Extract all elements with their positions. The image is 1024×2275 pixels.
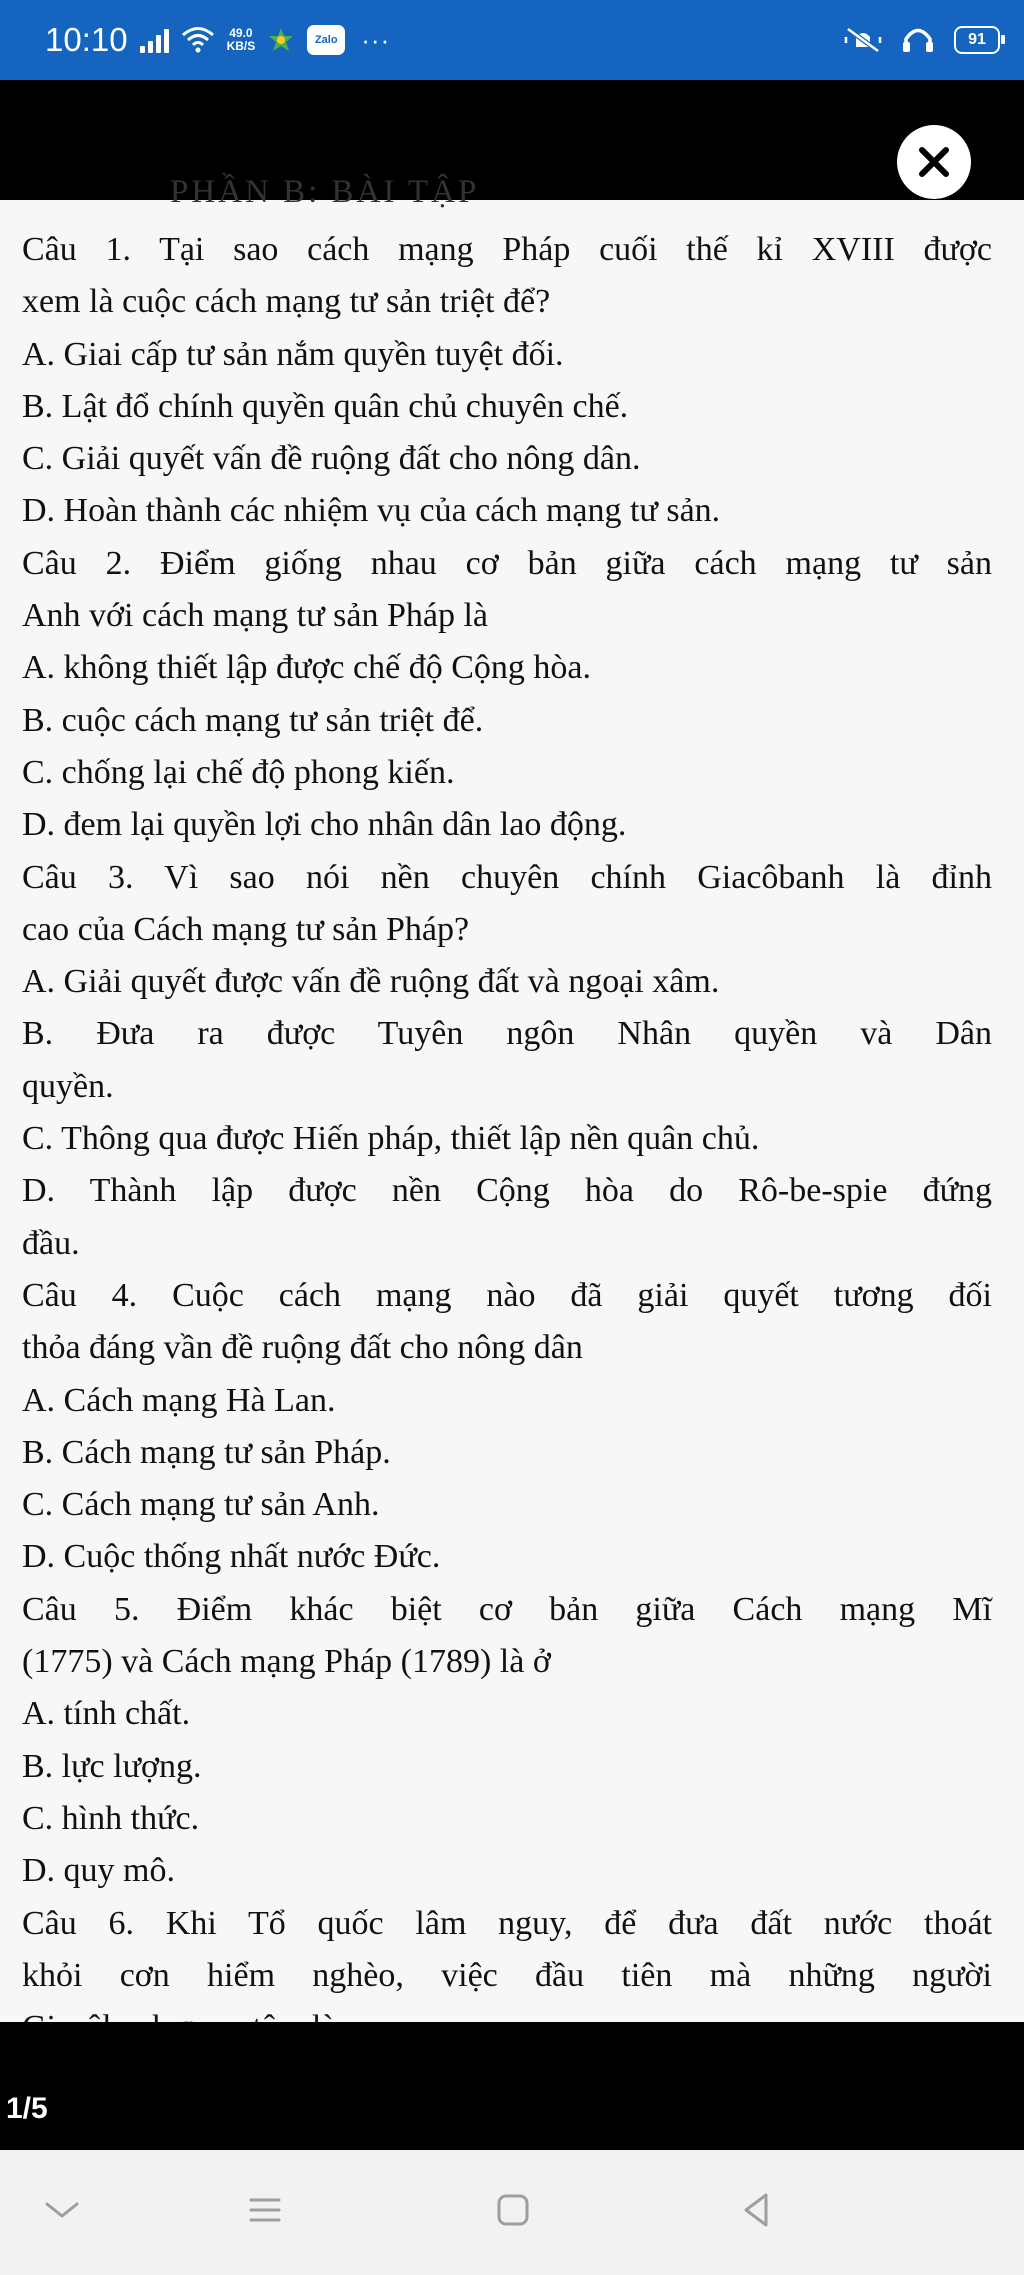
- doc-line: Anh với cách mạng tư sản Pháp là: [22, 597, 489, 635]
- status-bar: [0, 0, 1024, 80]
- back-icon: [738, 2190, 778, 2230]
- doc-line: C. Giải quyết vấn đề ruộng đất cho nông dân.: [22, 440, 641, 478]
- cut-heading: PHẦN B: BÀI TẬP: [170, 174, 480, 210]
- doc-line: khỏi cơn hiểm nghèo, việc đầu tiên mà những người: [22, 1956, 992, 1994]
- doc-line: xem là cuộc cách mạng tư sản triệt để?: [22, 283, 551, 321]
- network-speed: [227, 27, 256, 53]
- headphones-icon: [900, 24, 936, 56]
- doc-line: A. Giải quyết được vấn đề ruộng đất và ngoại xâm.: [22, 963, 720, 1001]
- doc-line: Câu 2. Điểm giống nhau cơ bản giữa cách mạng tư sản: [22, 544, 992, 582]
- home-icon: [493, 2190, 533, 2230]
- mute-icon: [844, 25, 882, 55]
- more-notifications-icon: ···: [361, 24, 391, 55]
- battery-icon: 91: [954, 26, 1000, 54]
- chevron-down-icon: [42, 2198, 82, 2222]
- status-right: [844, 0, 1000, 80]
- signal-icon: [140, 27, 169, 53]
- doc-line: D. quy mô.: [22, 1852, 175, 1890]
- doc-line: D. đem lại quyền lợi cho nhân dân lao động.: [22, 806, 627, 844]
- document-image: [0, 174, 1024, 2022]
- nav-home-button[interactable]: [488, 2185, 538, 2235]
- doc-line: D. Thành lập được nền Cộng hòa do Rô-be-spie đứng: [22, 1172, 992, 1210]
- document-text: [22, 224, 992, 2054]
- status-left: [45, 0, 390, 80]
- doc-line: cao của Cách mạng tư sản Pháp?: [22, 910, 470, 948]
- doc-line: D. Cuộc thống nhất nước Đức.: [22, 1538, 441, 1576]
- status-time: 10:10: [45, 21, 128, 58]
- doc-line: Câu 1. Tại sao cách mạng Pháp cuối thế kỉ XVIII được: [22, 231, 992, 268]
- doc-line: B. Đưa ra được Tuyên ngôn Nhân quyền và Dân: [22, 1015, 992, 1053]
- doc-line: thỏa đáng vần đề ruộng đất cho nông dân: [22, 1329, 583, 1367]
- viewer-top-bar: [0, 80, 1024, 200]
- doc-line: C. Cách mạng tư sản Anh.: [22, 1486, 380, 1524]
- nav-recents-button[interactable]: [240, 2185, 290, 2235]
- doc-line: quyền.: [22, 1067, 114, 1105]
- doc-line: A. Cách mạng Hà Lan.: [22, 1381, 336, 1419]
- doc-line: Câu 3. Vì sao nói nền chuyên chính Giacôbanh là đỉnh: [22, 858, 992, 896]
- speed-value: 49.0: [229, 26, 253, 40]
- doc-line: B. Cách mạng tư sản Pháp.: [22, 1433, 391, 1471]
- wifi-icon: [181, 25, 215, 55]
- doc-line: B. Lật đổ chính quyền quân chủ chuyên chế.: [22, 387, 629, 425]
- doc-line: C. hình thức.: [22, 1799, 200, 1837]
- doc-line: A. Giai cấp tư sản nắm quyền tuyệt đối.: [22, 335, 564, 373]
- nav-back-button[interactable]: [733, 2185, 783, 2235]
- doc-line: A. tính chất.: [22, 1695, 191, 1733]
- speed-unit: KB/S: [226, 39, 256, 53]
- zalo-icon: Zalo: [307, 25, 345, 55]
- doc-line: B. lực lượng.: [22, 1747, 202, 1785]
- close-button[interactable]: [897, 125, 971, 199]
- doc-line: Câu 5. Điểm khác biệt cơ bản giữa Cách mạng Mĩ: [22, 1590, 992, 1628]
- doc-line: D. Hoàn thành các nhiệm vụ của cách mạng tư sản.: [22, 492, 721, 530]
- app-notification-icon: [267, 26, 295, 54]
- menu-icon: [245, 2190, 285, 2230]
- doc-line: Câu 6. Khi Tổ quốc lâm nguy, để đưa đất nước thoát: [22, 1904, 992, 1942]
- doc-line: A. không thiết lập được chế độ Cộng hòa.: [22, 649, 591, 687]
- doc-line: C. Thông qua được Hiến pháp, thiết lập nền quân chủ.: [22, 1120, 760, 1158]
- doc-line: (1775) và Cách mạng Pháp (1789) là ở: [22, 1643, 551, 1681]
- nav-collapse-button[interactable]: [37, 2185, 87, 2235]
- doc-line: B. cuộc cách mạng tư sản triệt để.: [22, 701, 484, 739]
- viewer-bottom-bar: [0, 2022, 1024, 2150]
- close-icon: [917, 145, 951, 179]
- doc-line: C. chống lại chế độ phong kiến.: [22, 753, 455, 791]
- doc-line: Câu 4. Cuộc cách mạng nào đã giải quyết tương đối: [22, 1276, 992, 1314]
- page-counter: 1/5: [6, 2092, 48, 2125]
- doc-line: đầu.: [22, 1224, 80, 1262]
